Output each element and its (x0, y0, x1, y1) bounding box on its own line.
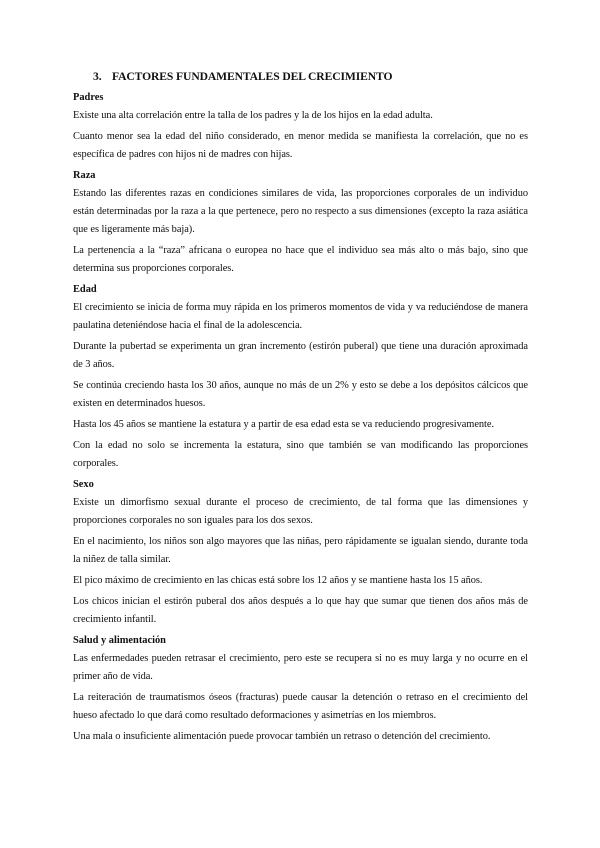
subheading-sexo: Sexo (73, 479, 94, 490)
subheading-padres: Padres (73, 92, 104, 103)
section-edad (73, 281, 528, 473)
section-salud-alimentacion (73, 632, 528, 746)
subheading-edad: Edad (73, 284, 97, 295)
paragraph: En el nacimiento, los niños son algo mayores que las niñas, pero rápidamente se igualan siendo, durante toda la niñez de talla similar. (73, 536, 528, 565)
paragraph: Una mala o insuficiente alimentación puede provocar también un retraso o detención del crecimiento. (73, 731, 491, 742)
paragraph: El crecimiento se inicia de forma muy rápida en los primeros momentos de vida y va reduciéndose de manera paulatina deteniéndose hacia el final de la adolescencia. (73, 302, 528, 331)
paragraph: El pico máximo de crecimiento en las chicas está sobre los 12 años y se mantiene hasta los 15 años. (73, 575, 483, 586)
section-title-text: FACTORES FUNDAMENTALES DEL CRECIMIENTO (112, 70, 393, 83)
paragraph: Estando las diferentes razas en condiciones similares de vida, las proporciones corporales de un individuo están determinadas por la raza a la que pertenece, pero no respecto a sus dimensiones (excepto la raza asiática que es ligeramente más baja). (73, 188, 528, 235)
paragraph: Las enfermedades pueden retrasar el crecimiento, pero este se recupera si no es muy larga y no ocurre en el primer año de vida. (73, 653, 528, 682)
subheading-raza: Raza (73, 170, 96, 181)
paragraph: Existe una alta correlación entre la talla de los padres y la de los hijos en la edad adulta. (73, 110, 433, 121)
section-sexo (73, 476, 528, 629)
paragraph: Hasta los 45 años se mantiene la estatura y a partir de esa edad esta se va reduciendo progresivamente. (73, 419, 494, 430)
paragraph: Con la edad no solo se incrementa la estatura, sino que también se van modificando las proporciones corporales. (73, 440, 528, 469)
paragraph: La pertenencia a la “raza” africana o europea no hace que el individuo sea más alto o más bajo, sino que determina sus proporciones corporales. (73, 245, 528, 274)
paragraph: Los chicos inician el estirón puberal dos años después a lo que hay que sumar que tienen dos años más de crecimiento infantil. (73, 596, 528, 625)
section-title (73, 70, 528, 83)
paragraph: Durante la pubertad se experimenta un gran incremento (estirón puberal) que tiene una duración aproximada de 3 años. (73, 341, 528, 370)
section-raza (73, 167, 528, 278)
section-padres (73, 89, 528, 164)
paragraph: Se continúa creciendo hasta los 30 años, aunque no más de un 2% y esto se debe a los depósitos cálcicos que existen en determinados huesos. (73, 380, 528, 409)
subheading-salud-alimentacion: Salud y alimentación (73, 635, 166, 646)
paragraph: Cuanto menor sea la edad del niño considerado, en menor medida se manifiesta la correlación, que no es específica de padres con hijos ni de madres con hijas. (73, 131, 528, 160)
paragraph: Existe un dimorfismo sexual durante el proceso de crecimiento, de tal forma que las dimensiones y proporciones corporales no son iguales para los dos sexos. (73, 497, 528, 526)
section-number: 3. (93, 70, 102, 83)
document-page (73, 70, 528, 749)
paragraph: La reiteración de traumatismos óseos (fracturas) puede causar la detención o retraso en el crecimiento del hueso afectado lo que dará como resultado deformaciones y asimetrías en los miembros. (73, 692, 528, 721)
